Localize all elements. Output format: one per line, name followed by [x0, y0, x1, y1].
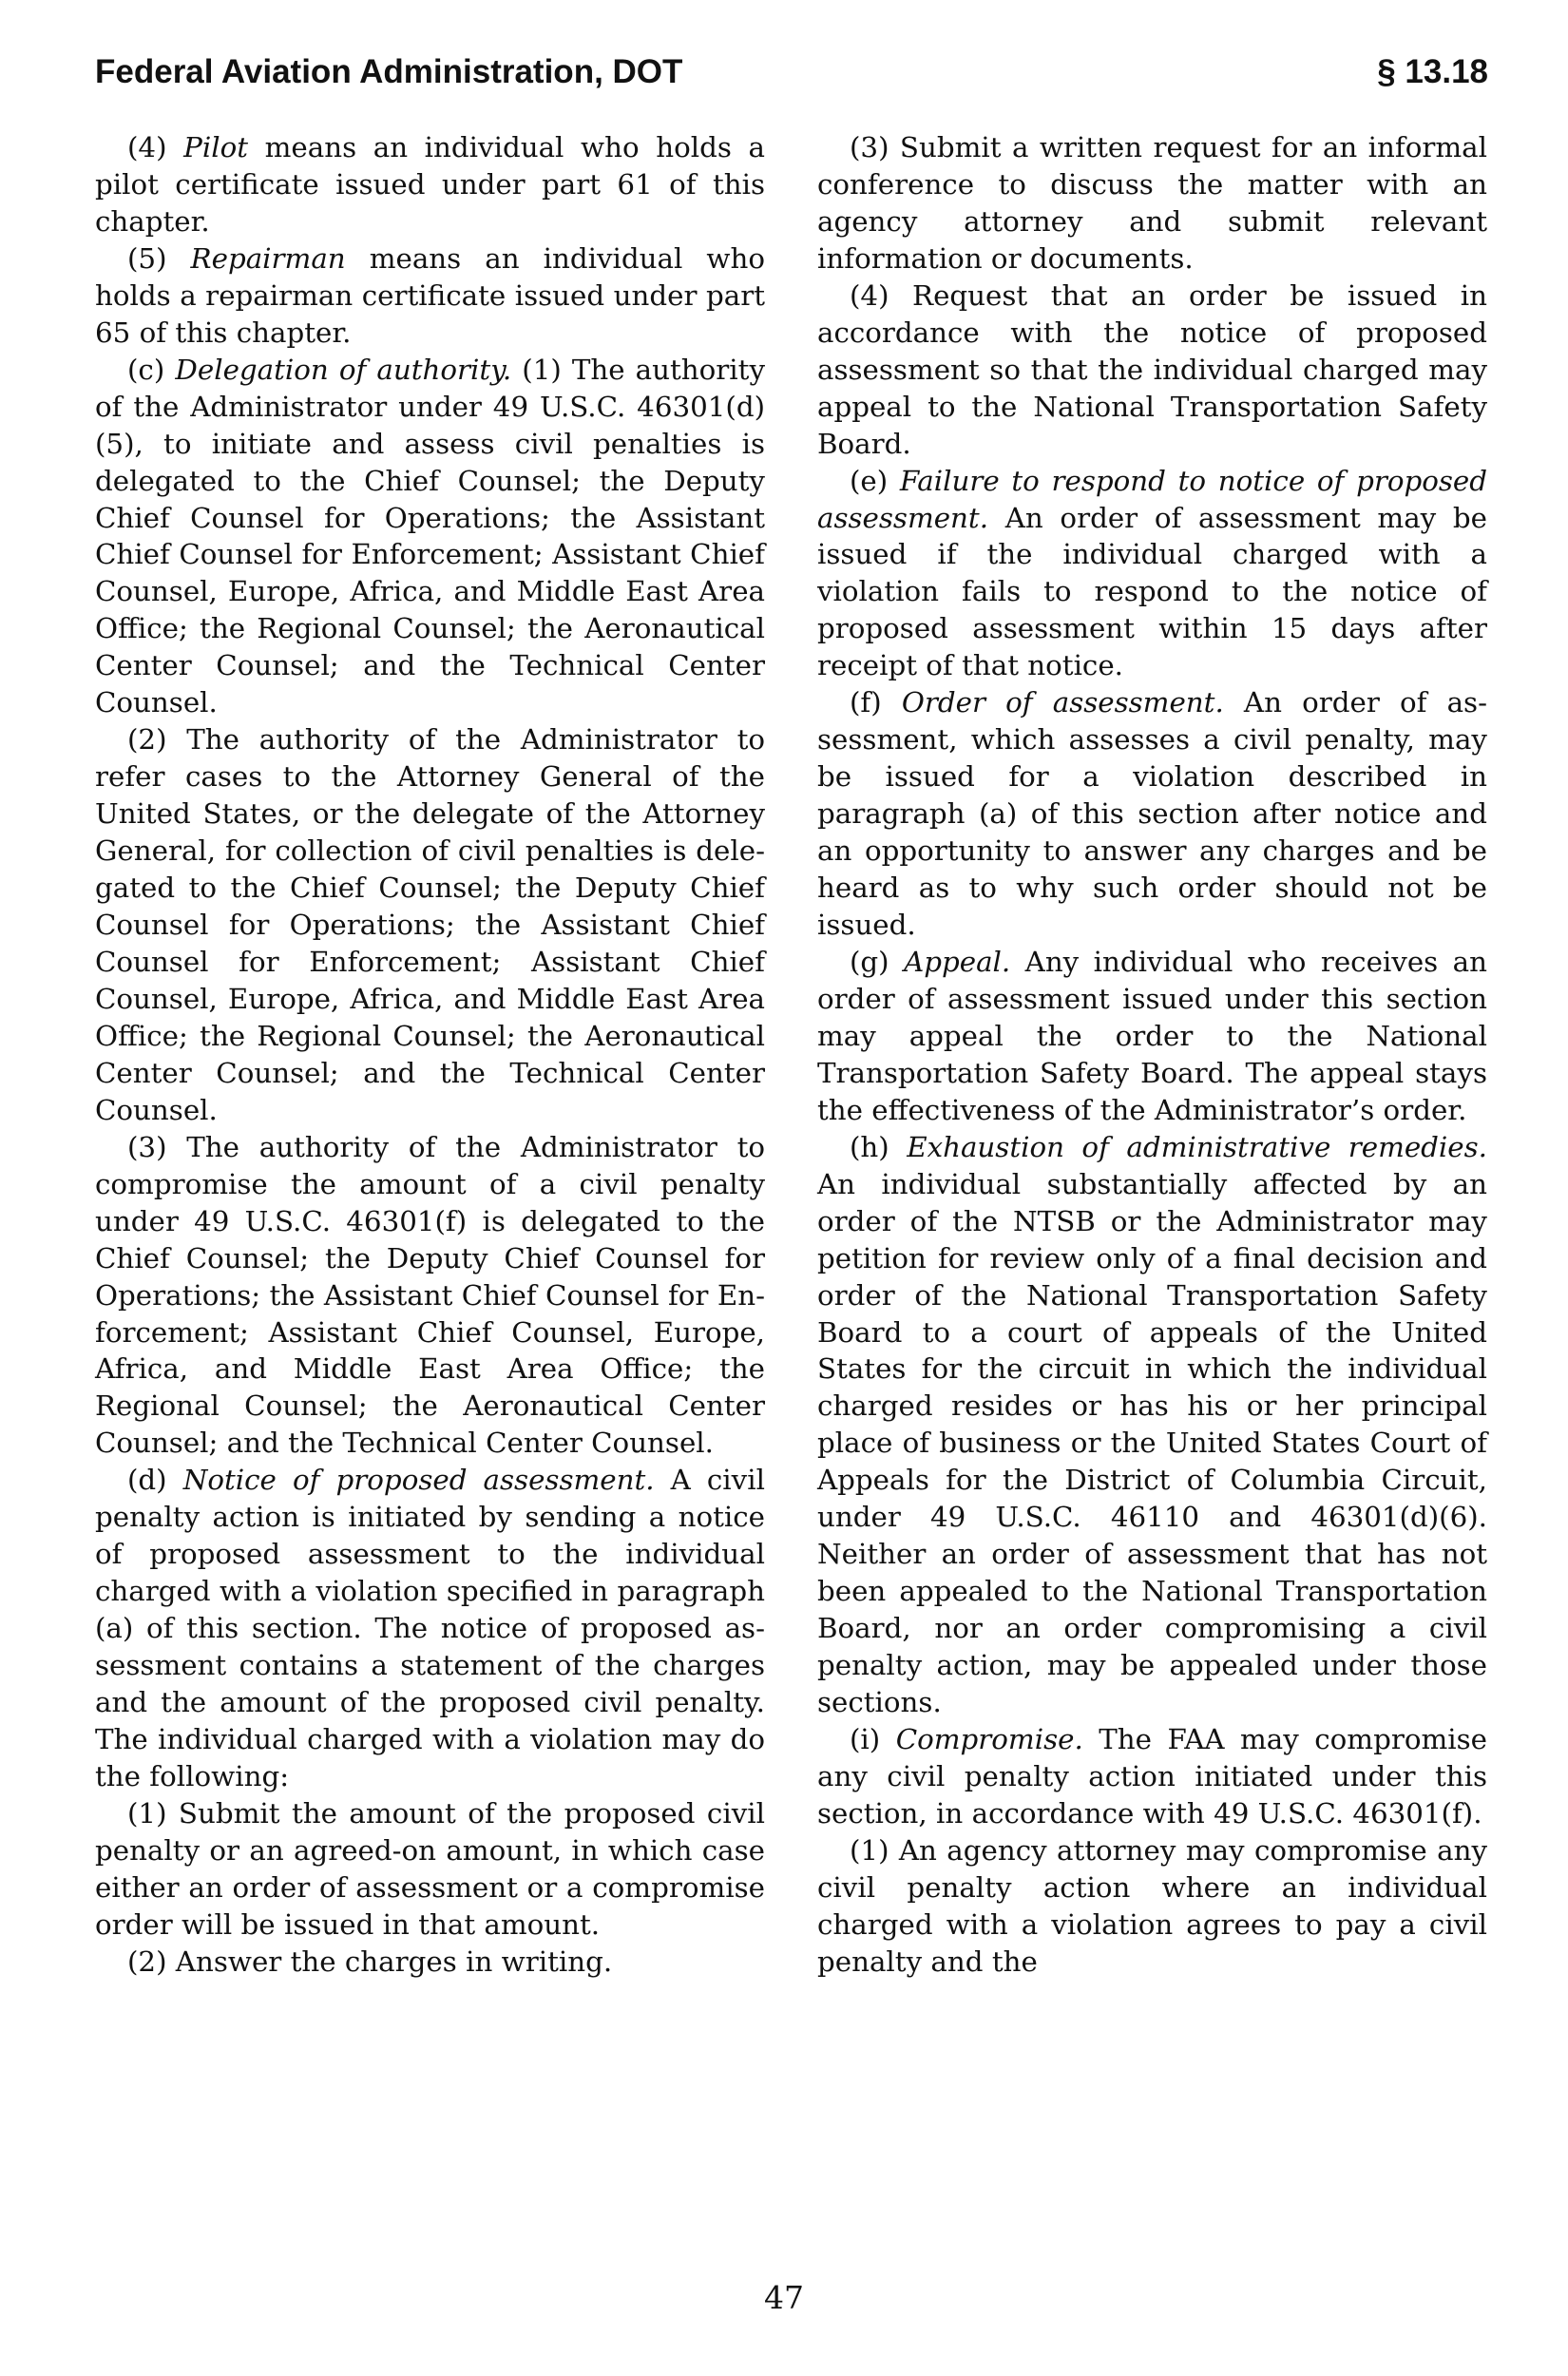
running-header-section: § 13.18 — [1377, 53, 1488, 90]
paragraph-answer-charges: (2) Answer the charges in writing. — [127, 1945, 613, 1978]
left-column — [95, 129, 765, 1981]
paragraph-heading: Failure to respond to notice of proposed assessment. — [817, 464, 1487, 534]
defined-term: Repairman — [190, 241, 346, 275]
paragraph-appeal — [817, 944, 1487, 1129]
paragraph-heading: Order of assessment. — [901, 686, 1224, 719]
page-number: 47 — [764, 2279, 804, 2316]
paragraph-pilot-definition — [95, 129, 765, 240]
paragraph-failure-to-respond — [817, 463, 1487, 685]
paragraph-compromise-authority: (3) The authority of the Administrator to compromise the amount of a civil penalty under 49 U.S.C. 46301(f) is delegated to the Chief Counsel; the Deputy Chief Counsel for Operations; the Assistant Chief Counsel for Enforcement; Assistant Chief Counsel, Europe, Africa, and Middle East Area Office; the Regional Counsel; the Aeronautical Center Counsel; and the Technical Center Counsel. — [95, 1130, 765, 1460]
paragraph-text: An order of assessment, which assesses a civil penalty, may be issued for a violation described in paragraph (a) of this section after notice and an opportunity to answer any charges and be heard as to why such order should not be issued. — [817, 686, 1487, 942]
paragraph-text: An order of assessment may be issued if the individual charged with a violation fails to respond to the notice of proposed assessment within 15 days after receipt of that notice. — [817, 501, 1487, 682]
paragraph-number: (h) — [850, 1130, 889, 1163]
paragraph-heading: Exhaustion of administrative remedies. — [907, 1130, 1487, 1163]
paragraph-heading: Compromise. — [895, 1722, 1083, 1755]
paragraph-number: (4) — [127, 131, 167, 163]
paragraph-text: means an individual who holds a repairman certificate issued under part 65 of this chapter. — [95, 241, 765, 349]
paragraph-text: A civil penalty action is initiated by sending a notice of proposed assessment to the individual charged with a violation specified in paragraph (a) of this section. The notice of proposed assessment contains a statement of the charges and the amount of the proposed civil penalty. The individual charged with a violation may do the following: — [95, 1464, 765, 1792]
paragraph-agency-attorney-compromise: (1) An agency attorney may compromise any civil penalty action where an individual charged with a violation agrees to pay a civil penalty and the — [817, 1833, 1487, 1978]
paragraph-number: (e) — [850, 464, 889, 497]
running-header-agency: Federal Aviation Administration, DOT — [95, 53, 683, 90]
right-column — [817, 129, 1487, 1981]
defined-term: Pilot — [183, 131, 248, 163]
paragraph-text: means an individual who holds a pilot certificate issued under part 61 of this chapter. — [95, 131, 765, 238]
paragraph-compromise — [817, 1721, 1487, 1832]
paragraph-number: (g) — [850, 945, 889, 978]
paragraph-request-order: (4) Request that an order be issued in accordance with the notice of proposed assessment so that the individual charged may appeal to the National Transportation Safety Board. — [817, 278, 1487, 460]
paragraph-number: (c) — [127, 353, 165, 386]
paragraph-heading: Appeal. — [904, 945, 1011, 978]
paragraph-number: (d) — [127, 1464, 167, 1497]
paragraph-heading: Notice of proposed assessment. — [182, 1464, 655, 1497]
paragraph-repairman-definition — [95, 240, 765, 352]
paragraph-text: An individual substantially affected by an order of the NTSB or the Administrator may petition for review only of a final decision and order of the National Transportation Safety Board to a court of appeals of the United States for the circuit in which the individual charged resides or has his or her principal place of business or the United States Court of Appeals for the District of Columbia Circuit, under 49 U.S.C. 46110 and 46301(d)(6). Neither an order of assessment that has not been appealed to the National Transportation Board, nor an order compromising a civil penalty action, may be appealed under those sections. — [817, 1167, 1487, 1719]
paragraph-heading: Delegation of authority. — [175, 353, 512, 386]
paragraph-informal-conference: (3) Submit a written request for an informal conference to discuss the matter with an agency attorney and submit relevant information or documents. — [817, 131, 1487, 275]
paragraph-text: (1) The authority of the Administrator under 49 U.S.C. 46301(d)(5), to initiate and assess civil penalties is delegated to the Chief Counsel; the Deputy Chief Counsel for Operations; the Assistant Chief Counsel for Enforcement; Assistant Chief Counsel, Europe, Africa, and Middle East Area Office; the Regional Counsel; the Aeronautical Center Counsel; and the Technical Center Counsel. — [95, 353, 765, 719]
paragraph-number: (i) — [850, 1722, 881, 1755]
paragraph-exhaustion-of-remedies — [817, 1129, 1487, 1721]
paragraph-submit-amount: (1) Submit the amount of the proposed civil penalty or an agreed-on amount, in which case either an order of assessment or a compromise order will be issued in that amount. — [95, 1796, 765, 1941]
paragraph-refer-cases: (2) The authority of the Administrator to refer cases to the Attorney General of the United States, or the delegate of the Attorney General, for collection of civil penalties is delegated to the Chief Counsel; the Deputy Chief Counsel for Operations; the Assistant Chief Counsel for Enforcement; Assistant Chief Counsel, Europe, Africa, and Middle East Area Office; the Regional Counsel; the Aeronautical Center Counsel; and the Technical Center Counsel. — [95, 723, 765, 1126]
paragraph-delegation-of-authority — [95, 352, 765, 722]
running-header — [95, 53, 1488, 91]
paragraph-text: The FAA may compromise any civil penalty action initiated under this section, in accordance with 49 U.S.C. 46301(f). — [817, 1722, 1487, 1830]
paragraph-number: (5) — [127, 241, 167, 275]
paragraph-notice-of-proposed-assessment — [95, 1462, 765, 1795]
paragraph-order-of-assessment — [817, 684, 1487, 944]
paragraph-number: (f) — [850, 686, 882, 719]
paragraph-text: Any individual who receives an order of assessment issued under this section may appeal the order to the National Transportation Safety Board. The appeal stays the effectiveness of the Administrator’s order. — [817, 945, 1487, 1126]
